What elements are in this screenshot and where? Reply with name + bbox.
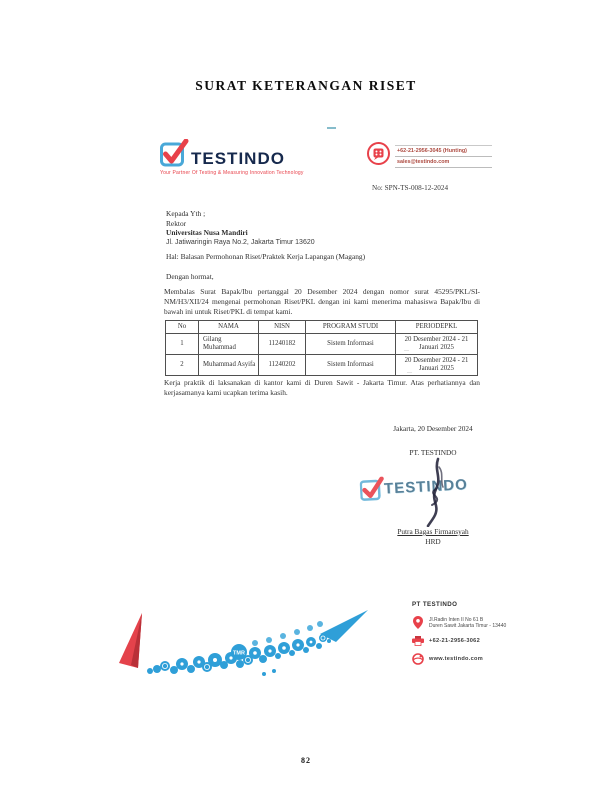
footer-address-line2: Duren Sawit Jakarta Timur - 13440 — [429, 622, 507, 629]
wing-tmr-label: TMR — [233, 650, 245, 657]
pencil-mark: — — [407, 371, 412, 376]
stamp-checkmark-icon — [360, 479, 383, 500]
location-pin-icon — [412, 616, 424, 629]
footer-website: www.testindo.com — [429, 656, 484, 662]
col-header-nama: NAMA — [199, 321, 259, 334]
footer-company-name: PT TESTINDO — [412, 601, 458, 608]
footer-fax-number: +62-21-2956-3062 — [429, 638, 480, 644]
cell-nisn: 11240182 — [259, 334, 306, 355]
letterhead-contact — [366, 141, 492, 171]
footer-contact — [412, 601, 522, 672]
footer-fax-row — [412, 636, 522, 646]
cell-periode: 20 Desember 2024 - 21 Januari 2025 — [396, 334, 478, 355]
place-and-date: Jakarta, 20 Desember 2024 — [393, 424, 473, 433]
globe-icon — [412, 653, 424, 665]
pencil-mark: — — [404, 349, 409, 354]
cell-nisn: 11240202 — [259, 355, 306, 376]
footer-address — [429, 617, 506, 629]
body-paragraph-1: Membalas Surat Bapak/Ibu pertanggal 20 Desember 2024 dengan nomor surat 45295/PKL/SI-NM/H3/XII/24 mengenai permohonan Riset/PKL dengan ini kami menerima mahasiswa Bapak/Ibu di bawah ini untuk Riset/PKL di tempat kami. — [164, 287, 480, 316]
scan-artifact-dash — [327, 127, 336, 129]
cell-periode: 20 Desember 2024 - 21 Januari 2025 — [396, 355, 478, 376]
page-number: 82 — [301, 756, 311, 765]
recipient-block — [166, 209, 315, 247]
recipient-institution: Universitas Nusa Mandiri — [166, 228, 248, 237]
recipient-role: Rektor — [166, 218, 187, 228]
letter-number: No: SPN-TS-008-12-2024 — [372, 184, 449, 192]
testindo-logo — [160, 142, 340, 176]
decorative-wing-graphic — [114, 608, 376, 682]
cell-no: 2 — [166, 355, 199, 376]
table-header-row — [166, 321, 478, 334]
handwritten-signature — [414, 457, 458, 527]
phone-icon — [366, 141, 391, 171]
stamp-company-text: TESTINDO — [383, 475, 469, 498]
cell-no: 1 — [166, 334, 199, 355]
table-row — [166, 334, 478, 355]
cell-nama: Gilang Muhammad — [199, 334, 259, 355]
cell-prodi: Sistem Informasi — [306, 355, 396, 376]
subject-line: Hal: Balasan Permohonan Riset/Praktek Kerja Lapangan (Magang) — [166, 252, 366, 261]
recipient-address: Jl. Jatiwaringin Raya No.2, Jakarta Timur 13620 — [166, 238, 315, 246]
col-header-nisn: NISN — [259, 321, 306, 334]
signing-company: PT. TESTINDO — [409, 448, 457, 457]
testindo-checkmark-icon — [160, 142, 187, 167]
footer-address-line1: Jl.Radin Inten II No 61 B — [429, 616, 484, 623]
signer-name: Putra Bagas Firmansyah — [397, 527, 469, 536]
opening-salutation: Dengan hormat, — [166, 272, 214, 281]
col-header-periode: PERIODEPKL — [396, 321, 478, 334]
col-header-no: No — [166, 321, 199, 334]
fax-icon — [412, 636, 424, 646]
letterhead-email: sales@testindo.com — [395, 157, 492, 168]
page-title: SURAT KETERANGAN RISET — [195, 78, 417, 93]
cell-prodi: Sistem Informasi — [306, 334, 396, 355]
letterhead-phone: +62-21-2956-3045 (Hunting) — [395, 145, 492, 157]
students-table — [165, 320, 478, 376]
signer-role: HRD — [425, 537, 441, 546]
col-header-prodi: PROGRAM STUDI — [306, 321, 396, 334]
signature-block — [352, 424, 514, 546]
footer-website-row — [412, 653, 522, 665]
logo-tagline: Your Partner Of Testing & Measuring Innovation Technology — [160, 170, 304, 176]
logo-company-name: TESTINDO — [191, 149, 285, 168]
recipient-salutation: Kepada Yth ; — [166, 209, 206, 218]
footer-address-row — [412, 616, 522, 629]
cell-nama: Muhammad Asyifa — [199, 355, 259, 376]
body-paragraph-2: Kerja praktik di laksanakan di kantor kami di Duren Sawit - Jakarta Timur. Atas perhatiannya dan kerjasamanya kami ucapkan terima kasih. — [164, 378, 480, 397]
table-row — [166, 355, 478, 376]
